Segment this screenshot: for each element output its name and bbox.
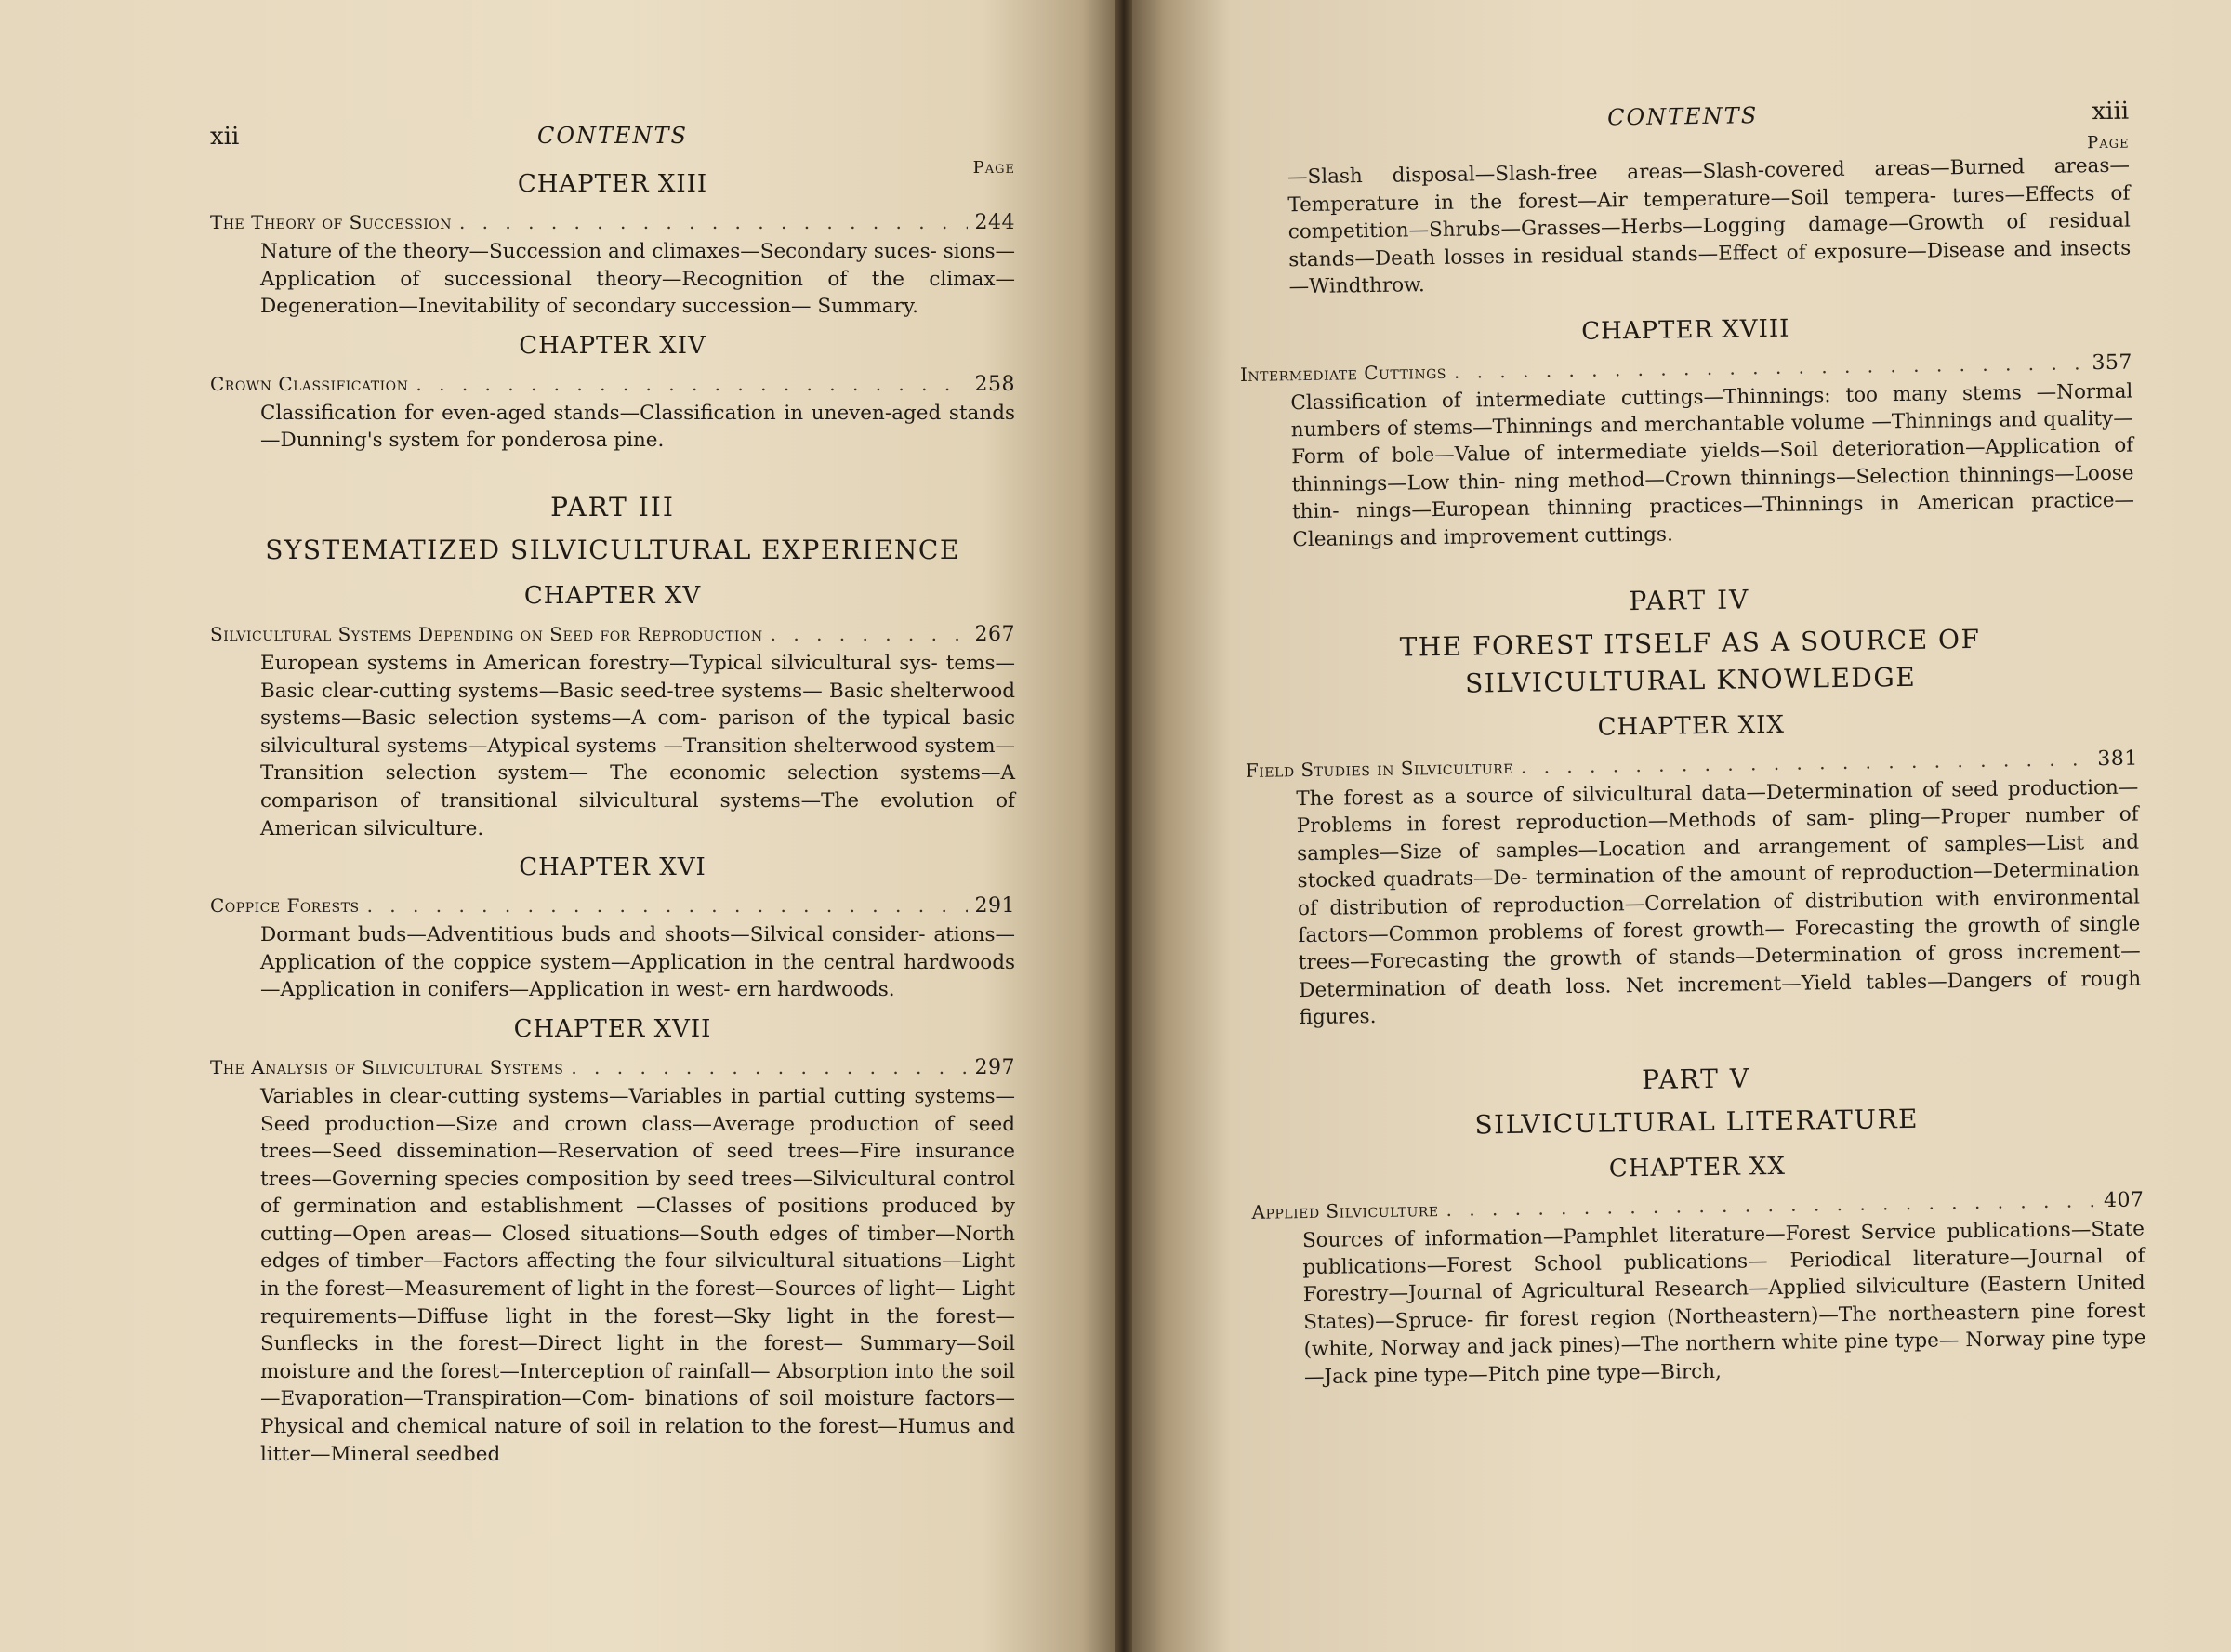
- toc-entry-chapter-xv: [210, 582, 1015, 842]
- page-column-label-right: Page: [2087, 132, 2130, 153]
- dot-leader: [459, 211, 968, 233]
- chapter-heading: CHAPTER XIII: [517, 170, 708, 198]
- page-number: 244: [974, 211, 1015, 234]
- chapter-heading: CHAPTER XIV: [519, 331, 706, 360]
- chapter-heading: CHAPTER XVI: [519, 853, 706, 882]
- page-number: 291: [974, 894, 1015, 919]
- dot-leader: [1454, 351, 2085, 382]
- entry-title: Silvicultural Systems Depending on Seed for Reproduction: [210, 622, 763, 645]
- part-heading: PART V: [1641, 1062, 1751, 1095]
- entry-line: [210, 894, 1015, 918]
- page-column-label-left: Page: [972, 158, 1015, 178]
- page-number: 407: [2103, 1188, 2145, 1212]
- entry-title: Field Studies in Silviculture: [1245, 755, 1514, 782]
- book-gutter: [1116, 0, 1132, 1652]
- chapter-heading: CHAPTER XX: [1608, 1152, 1787, 1183]
- dot-leader: [771, 623, 968, 645]
- entry-description: Variables in clear-cutting systems—Variables in partial cutting systems—Seed production—Size and crown class—Average production of seed trees—Seed dissemination—Reservation of seed trees—Fire insurance trees—Governing species composition by seed trees—Silvicultural control of germination and establishment —Classes of positions produced by cutting—Open areas— Closed situations—South edges of timber—North edges of timber—Factors affecting the four silvicultural situations—Light in the forest—Measurement of light in the forest—Sources of light— Light requirements—Diffuse light in the forest—Sky light in the forest—Sunflecks in the forest—Direct light in the forest— Summary—Soil moisture and the forest—Interception of rainfall— Absorption into the soil—Evaporation—Transpiration—Com- binations of soil moisture factors—Physical and chemical nature of soil in relation to the forest—Humus and litter—Mineral seedbed: [260, 1084, 1015, 1466]
- toc-entry-chapter-xvi: [210, 853, 1015, 1004]
- entry-title: Crown Classification: [210, 372, 409, 395]
- chapter-heading: CHAPTER XVII: [513, 1014, 712, 1043]
- page-number: 381: [2097, 747, 2139, 772]
- part-title-line-1: THE FOREST ITSELF AS A SOURCE OF: [1399, 623, 1981, 663]
- folio-left: xii: [210, 123, 240, 151]
- entry-title: Intermediate Cuttings: [1239, 360, 1447, 386]
- page-number: 267: [974, 622, 1015, 646]
- chapter-heading: CHAPTER XV: [523, 581, 702, 610]
- entry-description: The forest as a source of silvicultural data—Determination of seed production—Problems in forest reproduction—Methods of sam- pling—Proper number of samples—Size of samples—Location and arrangement of samples—List and stocked quadrats—De- termination of the amount of reproduction—Determination of distribution of reproduction—Correlation of distribution with environmental factors—Common problems of forest growth— Forecasting the growth of single trees—Forecasting the growth of stands—Determination of gross increment—Determination of death loss. Net increment—Yield tables—Dangers of rough figures.: [1296, 775, 2142, 1030]
- entry-line: [210, 373, 1015, 396]
- dot-leader: [1446, 1189, 2096, 1221]
- continued-description: —Slash disposal—Slash-free areas—Slash-covered areas—Burned areas—Temperature in the forest—Air temperature—Soil tempera- tures—Effects of competition—Shrubs—Grasses—Herbs—Logging damage—Growth of residual stands—Death losses in residual stands—Effect of exposure—Disease and insects—Windthrow.: [1287, 153, 2132, 299]
- right-page: [1132, 0, 2231, 1652]
- entry-line: [210, 623, 1015, 646]
- entry-title: Applied Silviculture: [1251, 1197, 1439, 1223]
- entry-description: Classification of intermediate cuttings—Thinnings: too many stems —Normal numbers of stems—Thinnings and merchantable volume —Thinnings and quality—Form of bole—Value of intermediate yields—Soil deterioration—Application of thinnings—Low thin- ning method—Crown thinnings—Selection thinnings—Loose thin- nings—European thinning practices—Thinnings in American practice—Cleanings and improvement cuttings.: [1290, 379, 2135, 551]
- entry-line: [210, 211, 1015, 234]
- entry-description: Classification for even-aged stands—Classification in uneven-aged stands—Dunning's system for ponderosa pine.: [260, 401, 1015, 453]
- entry-description: Dormant buds—Adventitious buds and shoots—Silvical consider- ations—Application of the coppice system—Application in the central hardwoods—Application in conifers—Application in west- ern hardwoods.: [260, 923, 1015, 1002]
- toc-entry-chapter-xx: [1251, 1147, 2146, 1392]
- running-head-right: CONTENTS: [1606, 102, 1759, 131]
- part-heading: PART III: [550, 491, 675, 522]
- entry-description: Sources of information—Pamphlet literature—Forest Service publications—State publications—Forest School publications— Periodical literature—Journal of Forestry—Journal of Agricultural Research—Applied silviculture (Eastern United States)—Spruce- fir forest region (Northeastern)—The northeastern pine forest (white, Norway and jack pines)—The northern white pine type— Norway pine type—Jack pine type—Pitch pine type—Birch,: [1301, 1217, 2146, 1389]
- dot-leader: [367, 894, 968, 917]
- entry-description: European systems in American forestry—Typical silvicultural sys- tems—Basic clear-cutting systems—Basic seed-tree systems— Basic shelterwood systems—Basic selection systems—A com- parison of the typical basic silvicultural systems—Atypical systems —Transition shelterwood system—Transition selection system— The economic selection systems—A comparison of transitional silvicultural systems—The evolution of American silviculture.: [260, 651, 1015, 840]
- toc-entry-chapter-xvii: [210, 1015, 1015, 1468]
- part-heading: PART IV: [1629, 584, 1750, 617]
- part-title: SYSTEMATIZED SILVICULTURAL EXPERIENCE: [265, 534, 960, 565]
- left-page-content: [210, 123, 1015, 1479]
- entry-description: Nature of the theory—Succession and climaxes—Secondary suces- sions—Application of successional theory—Recognition of the climax—Degeneration—Inevitability of secondary succession— Summary.: [260, 240, 1015, 319]
- toc-entry-chapter-xviii: [1239, 310, 2134, 554]
- page-number: 297: [974, 1055, 1015, 1079]
- folio-right: xiii: [2092, 97, 2130, 126]
- chapter-heading: CHAPTER XVIII: [1581, 314, 1790, 346]
- page-number: 258: [974, 372, 1015, 396]
- toc-entry-chapter-xiii: [210, 170, 1015, 321]
- dot-leader: [416, 373, 967, 395]
- left-header: [210, 123, 1015, 154]
- entry-title: Coppice Forests: [210, 894, 360, 918]
- toc-entry-chapter-xix: [1245, 706, 2142, 1032]
- part-title-line-2: SILVICULTURAL KNOWLEDGE: [1464, 661, 1917, 699]
- dot-leader: [571, 1056, 967, 1078]
- entry-title: The Analysis of Silvicultural Systems: [210, 1055, 564, 1078]
- toc-entry-chapter-xiv: [210, 332, 1015, 455]
- entry-line: [210, 1056, 1015, 1079]
- running-head-left: CONTENTS: [536, 123, 688, 149]
- part-title: SILVICULTURAL LITERATURE: [1474, 1103, 1920, 1141]
- entry-title: The Theory of Succession: [210, 211, 452, 233]
- chapter-heading: CHAPTER XIX: [1597, 710, 1786, 742]
- right-page-content: [1236, 98, 2146, 1403]
- page-number: 357: [2092, 350, 2133, 375]
- dot-leader: [1521, 747, 2091, 778]
